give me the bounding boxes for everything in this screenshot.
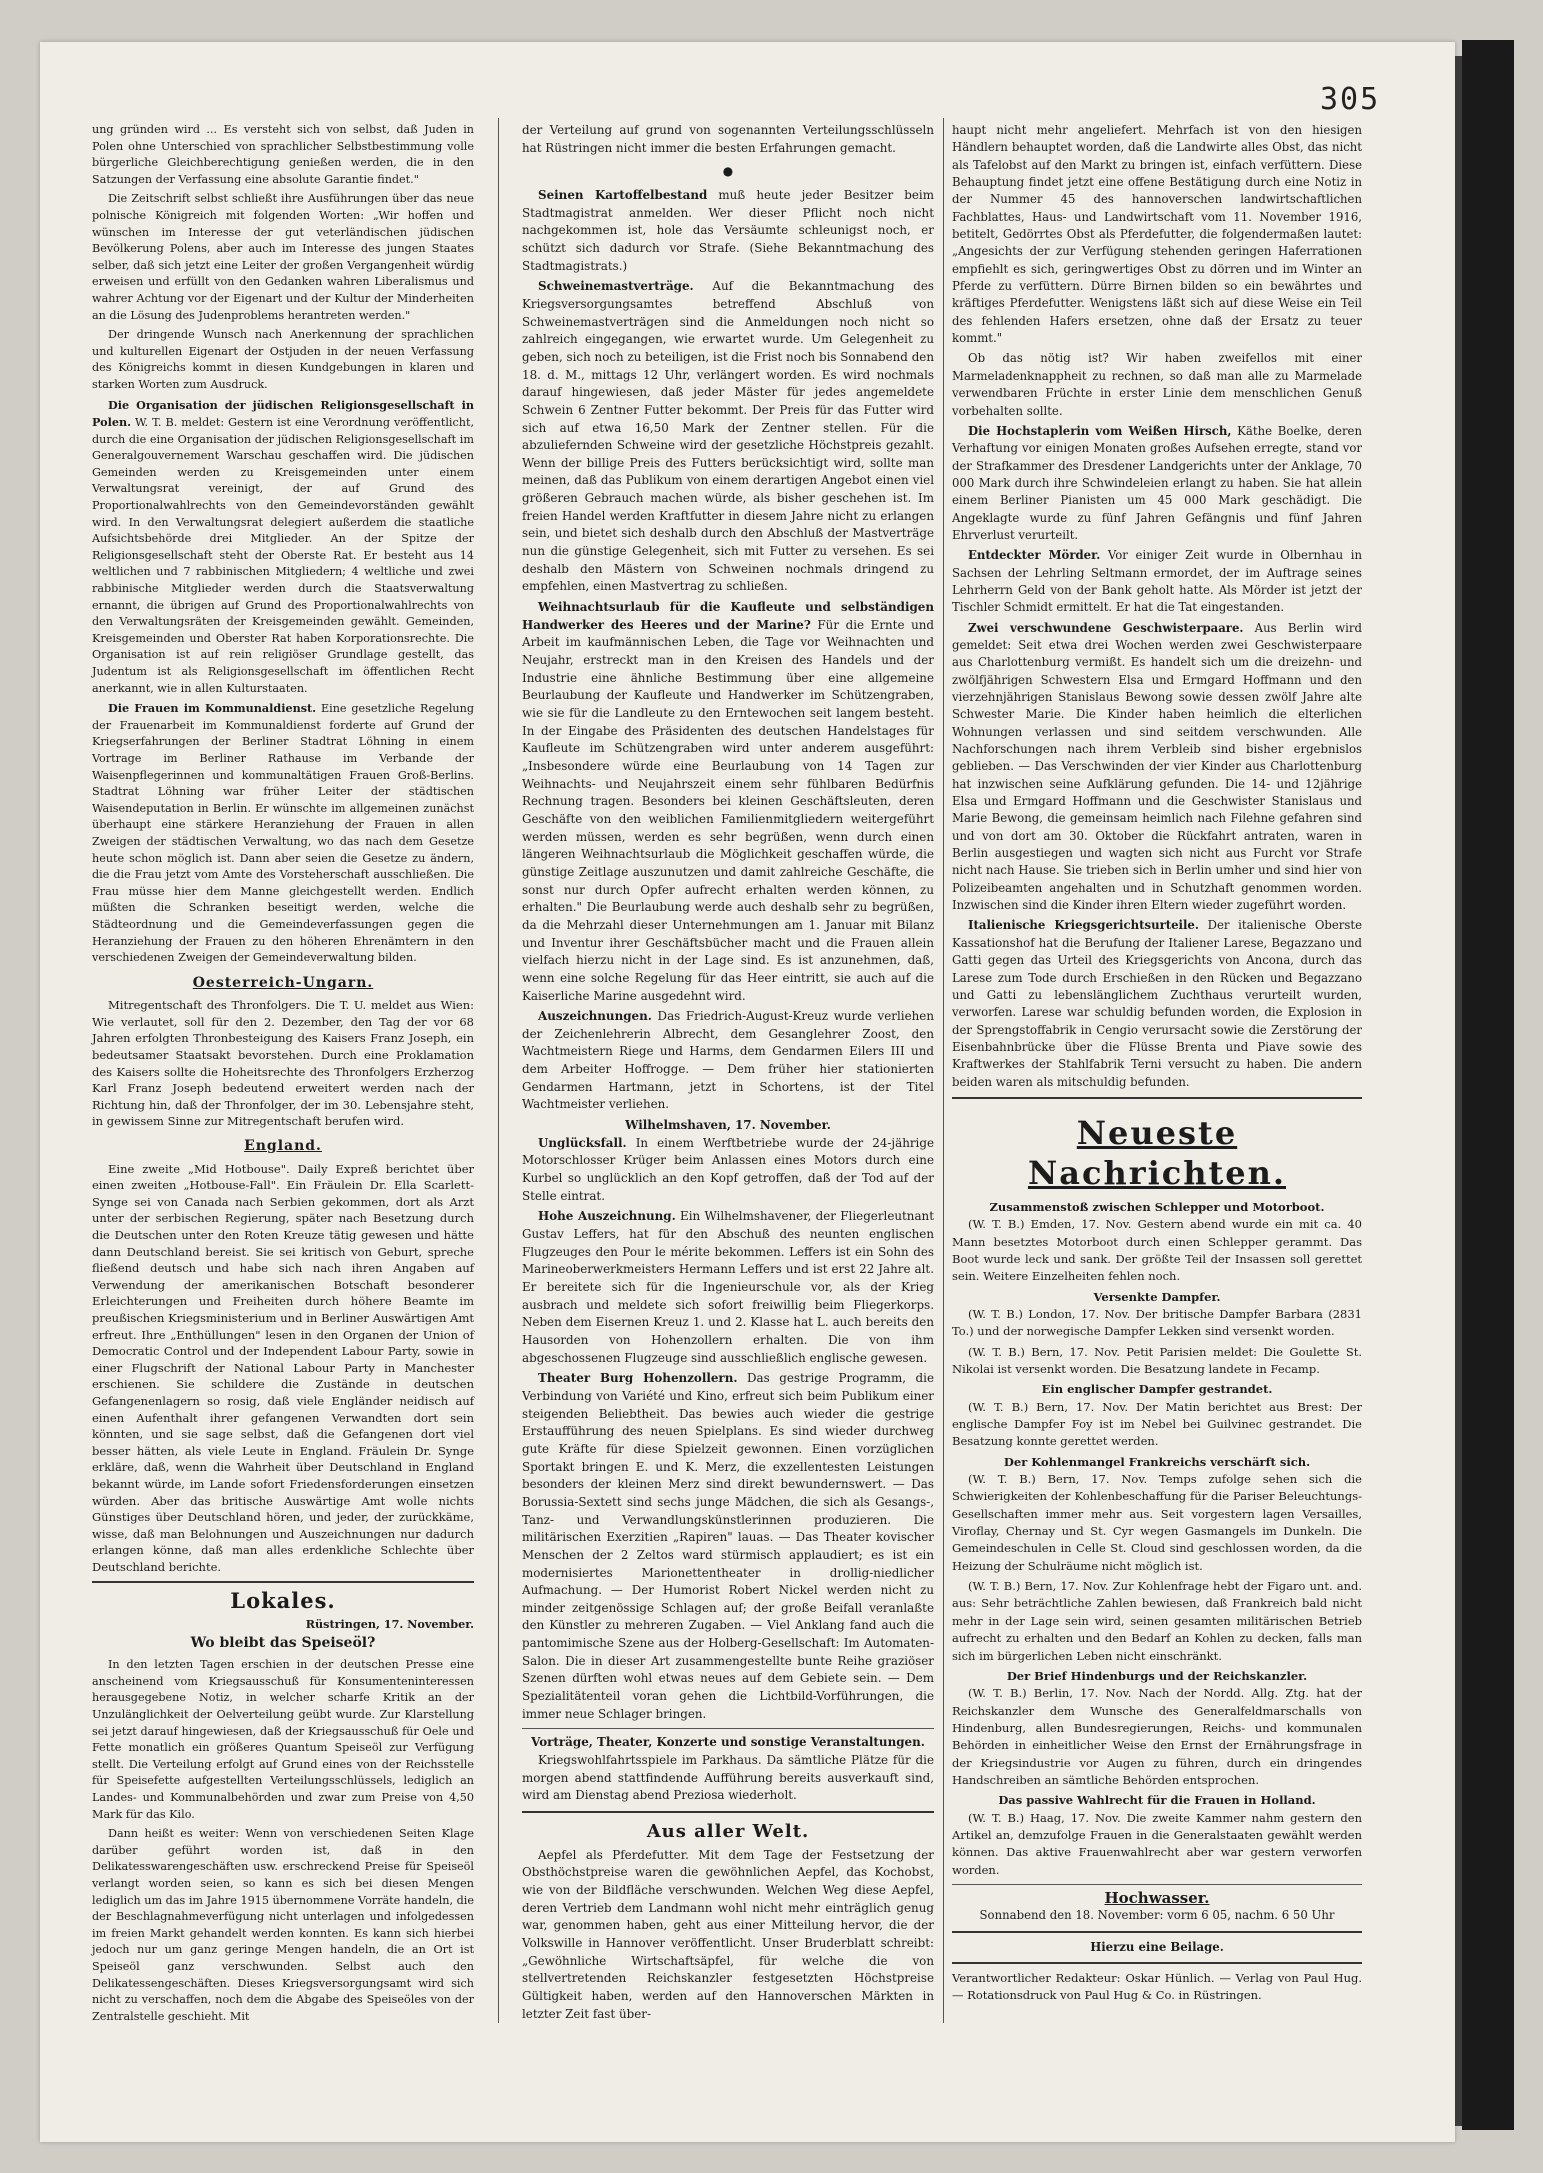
article-text: (W. T. B.) Bern, 17. Nov. Der Matin berichtet aus Brest: Der englische Dampfer Foy ist im Nebel bei Guilvinec gestrandet. Die Besatzung konnte gerettet werden. xyxy=(952,1399,1362,1449)
article-text: Eine gesetzliche Regelung der Frauenarbeit im Kommunaldienst forderte auf Grund der Kriegserfahrungen der Berliner Stadtrat Löhning in einem Vortrage im Berliner Rathause im Verbande der Waisenpflegerinnen und kommunaltätigen Frauen Groß-Berlins. Stadtrat Löhning war früher Leiter der städtischen Waisendeputation in Berlin. Er wünschte im allgemeinen zunächst überhaupt eine stärkere Heranziehung der Frauen in allen Zweigen der städtischen Verwaltung, wo das nach dem Gesetze heute schon möglich ist. Dann aber seien die Gesetze zu ändern, die die Frau jetzt vom Amte des Vorsteherschaft ausschließen. Die Frau müsse hier dem Manne gleichgestellt werden. Endlich müßten die Schranken beseitigt werden, welche die Städteordnung und die Gemeindeverfassungen gegen die Heranziehung der Frauen zu den höheren Ehrenämtern in den verschiedenen Zweigen der Gemeindeverwaltung bilden. xyxy=(92,702,474,965)
article-heading: Der Brief Hindenburgs und der Reichskanzler. xyxy=(1006,1668,1308,1683)
article-text: (W. T. B.) Haag, 17. Nov. Die zweite Kammer nahm gestern den Artikel an, demzufolge Frauen in die Generalstaaten gewählt werden können. Das aktive Frauenwahlrecht aber war gestern verworfen worden. xyxy=(952,1810,1362,1877)
article-text: (W. T. B.) Bern, 17. Nov. Zur Kohlenfrage hebt der Figaro unt. and. aus: Sehr beträchtliche Zahlen bewiesen, daß Frankreich bald nicht mehr in der Lage sein wird, seinen gesamten militärischen Betrieb aufrecht zu erhalten und den Bedarf an Kohlen zu decken, falls man sich im bürgerlichen Leben nicht einschränkt. xyxy=(952,1579,1362,1663)
divider xyxy=(92,1581,474,1583)
section-heading: Aus aller Welt. xyxy=(646,1821,810,1843)
article-text: Der dringende Wunsch nach Anerkennung der sprachlichen und kulturellen Eigenart der Ostjuden in der neuen Verfassung des Königreichs kommt in diesen Kundgebungen in klaren und starken Worten zum Ausdruck. xyxy=(92,328,474,391)
article-heading: Schweinemastverträge. xyxy=(538,279,694,294)
article-heading: Die Organisation der jüdischen Religionsgesellschaft in Polen. xyxy=(92,397,474,430)
article-heading: Seinen Kartoffelbestand xyxy=(538,187,708,202)
section-heading: Hochwasser. xyxy=(1104,1888,1210,1907)
article-text: Das Friedrich-August-Kreuz wurde verliehen der Zeichenlehrerin Albrecht, dem Gesanglehrer Zoost, den Wachtmeistern Riege und Harms, dem Gendarmen Eilers III und dem Arbeiter Hoffrogge. — Dem früher hier stationierten Gendarmen Hartmann, jetzt in Schortens, ist der Titel Wachtmeister verliehen. xyxy=(522,1009,934,1112)
divider xyxy=(522,1728,934,1729)
article-text: In den letzten Tagen erschien in der deutschen Presse eine anscheinend vom Kriegsausschuß für Konsumenteninteressen herausgegebene Notiz, in welcher scharfe Kritik an der Unzulänglichkeit der Oelverteilung geübt wurde. Zur Klarstellung sei jetzt darauf hingewiesen, daß der Kriegsausschuß für Oele und Fette monatlich ein größeres Quantum Speiseöl zur Verfügung stellt. Die Verteilung erfolgt auf Grund eines von der Reichsstelle für Speisefette aufgestellten Verteilungsschlüssels, lediglich an Landes- und Kommunalbehörden und zwar zum Preise von 4,50 Mark für das Kilo. xyxy=(92,1658,474,1821)
article-heading: Theater Burg Hohenzollern. xyxy=(538,1371,738,1386)
page-number: 305 xyxy=(1320,82,1381,117)
article-heading: Das passive Wahlrecht für die Frauen in Holland. xyxy=(998,1793,1316,1808)
article-text: Mitregentschaft des Thronfolgers. Die T. U. meldet aus Wien: Wie verlautet, soll für den 2. Dezember, den Tag der vor 68 Jahren erfolgten Thronbesteigung des Kaisers Franz Joseph, ein bedeutsamer Staatsakt bevorstehen. Durch eine Proklamation des Kaisers sollte die Hoheitsrechte des Thronfolgers Erzherzog Karl Franz Joseph bedeutend erweitert werden nach der Richtung hin, daß der Thronfolger, der im 30. Lebensjahre steht, in gewissem Sinne zur Mitregentschaft berufen wird. xyxy=(92,998,474,1129)
article-heading: Italienische Kriegsgerichtsurteile. xyxy=(968,918,1199,933)
article-text: Vor einiger Zeit wurde in Olbernhau in Sachsen der Lehrling Seltmann ermordet, der im Auftrage seines Lehrherrn Geld von der Bank geholt hatte. Als Mörder ist jetzt der Tischler Schmidt ermittelt. Er hat die Tat eingestanden. xyxy=(952,548,1362,615)
article-heading: Entdeckter Mörder. xyxy=(968,548,1101,563)
section-heading: Lokales. xyxy=(230,1588,336,1614)
section-heading: Oesterreich-Ungarn. xyxy=(192,974,374,991)
article-text: Eine zweite „Mid Hotbouse". Daily Expreß berichtet über einen zweiten „Hotbouse-Fall". Ein Fräulein Dr. Ella Scarlett-Synge sei von Canada nach Serbien gekommen, dort als Arzt unter der serbischen Regierung, später nach Besetzung durch die Deutschen unter den Roten Kreuze tätig gewesen und hätte dann Deutschland bereist. Sie sei kritisch von Geburt, spreche fließend deutsch und habe sich nach ihren Angaben auf Verwendung der amerikanischen Botschaft besonderer Erleichterungen und Freiheiten durch höhere Beamte im preußischen Kriegsministerium und in Berliner Auswärtigen Amt erfreut. Ihre „Enthüllungen" lesen in den Organen der Union of Democratic Control und der Independent Labour Party, sowie in einer Flugschrift der National Labour Party in Manchester erschienen. Sie schildere die Zustände in deutschen Gefangenenlagern so rosig, daß viele Engländer neidisch auf einen Aufenthalt ihrer gefangenen Verwandten dort sein könnten, und sie sage selbst, daß die Gefangenen dort viel besser hätten, als viele Leute in England. Fräulein Dr. Synge erkläre, daß, wenn die Wahrheit über Deutschland in England bekannt würde, im Lande sofort Friedensforderungen einsetzen würden. Aber das britische Auswärtige Amt wolle nichts Günstiges über Deutschland hören, und jeder, der zurückkäme, wisse, daß man Belohnungen und Auszeichnungen nur dadurch erlangen könne, daß man alles erdenkliche Schlechte über Deutschland berichte. xyxy=(92,1161,474,1574)
divider xyxy=(952,1884,1362,1885)
article-heading: Die Frauen im Kommunaldienst. xyxy=(108,701,317,716)
article-heading: Zwei verschwundene Geschwisterpaare. xyxy=(968,620,1244,635)
imprint: Verantwortlicher Redakteur: Oskar Hünlich. — Verlag von Paul Hug. — Rotationsdruck von Paul Hug & Co. in Rüstringen. xyxy=(952,1971,1362,2003)
article-heading: Zusammenstoß zwischen Schlepper und Motorboot. xyxy=(989,1199,1325,1214)
article-text: Kriegswohlfahrtsspiele im Parkhaus. Da sämtliche Plätze für die morgen abend stattfindende Aufführung bereits ausverkauft sind, wird am Dienstag abend Preziosa wiederholt. xyxy=(522,1753,934,1803)
article-heading: Weihnachtsurlaub für die Kaufleute und selbständigen Handwerker des Heeres und der Marine? xyxy=(522,600,934,632)
article-text: Käthe Boelke, deren Verhaftung vor einigen Monaten großes Aufsehen erregte, stand vor der Strafkammer des Dresdener Landgerichts unter der Anklage, 70 000 Mark durch ihre Schwindeleien erlangt zu haben. Sie hat allein einem Berliner Pianisten um 45 000 Mark geschädigt. Die Angeklagte wurde zu fünf Jahren Gefängnis und fünf Jahren Ehrverlust verurteilt. xyxy=(952,423,1362,542)
article-heading: Die Hochstaplerin vom Weißen Hirsch, xyxy=(968,423,1232,438)
article-text: Ein Wilhelmshavener, der Fliegerleutnant Gustav Leffers, hat für den Abschuß des neunten englischen Flugzeuges den Pour le mérite bekommen. Leffers ist ein Sohn des Marineoberwerkmeisters Hermann Leffers und ist erst 22 Jahre alt. Er bereitete sich für die Ingenieurschule vor, als der Krieg ausbrach und meldete sich sofort freiwillig beim Fliegerkorps. Neben dem Eisernen Kreuz 1. und 2. Klasse hat L. auch bereits den Hausorden von Hohenzollern erhalten. Die von ihm abgeschossenen Flugzeuge sind ausschließlich englische gewesen. xyxy=(522,1209,934,1365)
article-heading: Ein englischer Dampfer gestrandet. xyxy=(1041,1382,1273,1397)
supplement-note: Hierzu eine Beilage. xyxy=(1090,1939,1224,1954)
article-text: Für die Ernte und Arbeit im kaufmännischen Leben, die Tage vor Weihnachten und Neujahr, erstreckt man in den Kreisen des Handels und der Industrie eine ähnliche Bestimmung über eine allgemeine Beurlaubung der Kaufleute und Handwerker im Schützengraben, wie sie für die Landleute zu den Erntewochen seit langem besteht. In der Eingabe des Präsidenten des deutschen Handelstages für Kaufleute im Schützengraben wird unter anderem ausgeführt: „Insbesondere würde eine Beurlaubung von 14 Tagen zur Weihnachts- und Neujahrszeit einem sehr fühlbaren Bedürfnis Rechnung tragen. Besonders bei kleinen Geschäftsleuten, deren Geschäfte von den weiblichen Familienmitgliedern weitergeführt werden müssen, werden es sehr begrüßen, wenn durch einen längeren Weihnachtsurlaub die Möglichkeit geschaffen würde, die günstige Zeitlage auszunutzen und damit zahlreiche Geschäfte, die sonst nur durch Opfer aufrecht erhalten werden können, zu erhalten." Die Beurlaubung werde auch deshalb sehr zu begrüßen, da die Mehrzahl dieser Unternehmungen am 1. Januar mit Bilanz und Inventur ihrer Geschäftsbücher macht und die Frauen allein vielfach hierzu nicht in der Lage sind. Es ist anzunehmen, daß, wenn eine solche Regelung für das Heer eintritt, sie auch auf die Kaiserliche Marine ausgedehnt wird. xyxy=(522,617,934,1003)
article-text: Aepfel als Pferdefutter. Mit dem Tage der Festsetzung der Obsthöchstpreise waren die gewöhnlichen Aepfel, das Kochobst, wie von der Bildfläche verschwunden. Welchen Weg diese Aepfel, deren Vertrieb dem Landmann wohl nicht mehr einträglich genug war, genommen haben, geht aus einer Mitteilung hervor, die der Volkswille in Hannover veröffentlicht. Unser Bruderblatt schreibt: „Gewöhnliche Wirtschaftsäpfel, für welche die von stellvertretenden Reichskanzler festgesetzten Höchstpreise Gültigkeit haben, werden auf den Hannoverschen Märkten in letzter Zeit fast über- xyxy=(522,1847,934,2021)
article-heading: Hohe Auszeichnung. xyxy=(538,1209,676,1224)
article-text: Das gestrige Programm, die Verbindung von Variété und Kino, erfreut sich beim Publikum einer steigenden Beliebtheit. Das bewies auch wieder die gestrige Erstaufführung des neuen Spielplans. Es sind wieder durchweg gute Kräfte für diese Spielzeit gewonnen. Einen vorzüglichen Sportakt bringen E. und K. Merz, die exzellentesten Leistungen besonders der kleinen Merz sind direkt bewundernswert. — Das Borussia-Sextett sind sechs junge Mädchen, die sich als Gesangs-, Tanz- und Verwandlungskünstlerinnen produzieren. Die militärischen Exerzitien „Rapiren" lauas. — Das Theater kovischer Menschen der 2 Zeltos ward stürmisch applaudiert; es ist ein modernisiertes Marionettentheater in drollig-niedlicher Aufmachung. — Der Humorist Robert Nickel werden nicht zu minder zeitgenössige Schlagen auf; der große Beifall veranlaßte den Künstler zu mehreren Zugaben. — Viel Anklang fand auch die pantomimische Szene aus der Holberg-Gesellschaft: Im Automaten-Salon. Die in dieser Art zusammengestellte bunte Reihe graziöser Szenen dürften wohl etwas neues auf dem Gebiete sein. — Dem Spezialitätenteil voran gehen die Lichtbild-Vorführungen, die immer neue Schlager bringen. xyxy=(522,1371,934,1721)
divider xyxy=(522,1811,934,1813)
divider xyxy=(952,1962,1362,1964)
book-binding xyxy=(1462,40,1514,2130)
section-heading: England. xyxy=(244,1138,322,1155)
column-rule-1 xyxy=(498,118,499,2023)
dateline: Rüstringen, 17. November. xyxy=(305,1617,474,1632)
article-text: Die Zeitschrift selbst schließt ihre Ausführungen über das neue polnische Königreich mit folgenden Worten: „Wir hoffen und wünschen im Interesse der gut veterländischen jüdischen Bevölkerung Polens, aber auch im Interesse des jungen Staates selber, daß sich jetzt eine Leiter der großen Vergangenheit würdig erweisen und erfüllt von den Gedanken wahren Liberalismus und wahrer Achtung vor der Eigenart und der Kultur der Minderheiten an die Lösung des Judenproblems herantreten werden." xyxy=(92,192,474,322)
article-text: der Verteilung auf grund von sogenannten Verteilungsschlüsseln hat Rüstringen nicht immer die besten Erfahrungen gemacht. xyxy=(522,123,934,155)
article-text: (W. T. B.) Bern, 17. Nov. Temps zufolge sehen sich die Schwierigkeiten der Kohlenbeschaffung für die Pariser Beleuchtungs-Gesellschaften immer mehr aus. Seit vorgestern lagen Versailles, Viroflay, Chernay und St. Cyr wegen Gasmangels im Dunkeln. Die Gemeindeschulen in Celle St. Cloud sind geschlossen worden, da die Heizung der Schulräume nicht möglich ist. xyxy=(952,1472,1362,1573)
article-text: haupt nicht mehr angeliefert. Mehrfach ist von den hiesigen Händlern behauptet worden, daß die Landwirte alles Obst, das nicht als Tafelobst auf den Markt zu bringen ist, einfach verfüttern. Diese Behauptung findet jetzt eine offene Bestätigung durch eine Notiz in der Nummer 45 des hannoverschen landwirtschaftlichen Fachblattes, Haus- und Landwirtschaft vom 11. November 1916, betitelt, Gedörrtes Obst als Pferdefutter, die folgendermaßen lautet: „Angesichts der zur Verfügung stehenden geringen Haferrationen empfiehlt es sich, geringwertiges Obst zu dörren und im Winter an Pferde zu verfüttern. Dürre Birnen bilden so ein bewährtes und kräftiges Pferdefutter. Wenigstens läßt sich auf diese Weise ein Teil des fehlenden Hafers ersetzen, ohne daß der Ersatz zu teuer kommt." xyxy=(952,123,1362,346)
masthead-latest-news: Neueste Nachrichten. xyxy=(1027,1113,1287,1192)
tide-times: Sonnabend den 18. November: vorm 6 05, nachm. 6 50 Uhr xyxy=(979,1908,1335,1923)
bullet-separator: ● xyxy=(722,164,734,179)
article-text: In einem Werftbetriebe wurde der 24-jährige Motorschlosser Krüger beim Anlassen eines Motors durch eine Kurbel so unglücklich an den Kopf getroffen, daß der Tod auf der Stelle eintrat. xyxy=(522,1135,934,1203)
divider xyxy=(952,1931,1362,1933)
column-1 xyxy=(92,122,474,2028)
article-text: Der italienische Oberste Kassationshof hat die Berufung der Italiener Larese, Begazzano und Gatti gegen das Urteil des Kriegsgerichts von Ancona, durch das Larese zum Tode durch Erschießen in den Rücken und Begazzano und Gatti zu lebenslänglichem Zuchthaus verurteilt wurden, verworfen. Larese war schuldig befunden worden, die Explosion in der Sprengstoffabrik in Cengio verursacht sowie die Zerstörung der Eisenbahnbrücke über die Flüsse Brenta und Piave sowie des Kraftwerkes der Stahlfabrik Terni versucht zu haben. Die andern beiden waren als mitschuldig befunden. xyxy=(952,918,1363,1089)
article-text: W. T. B. meldet: Gestern ist eine Verordnung veröffentlicht, durch die eine Organisation der jüdischen Religionsgesellschaft im Generalgouvernement Warschau geschaffen wird. Die jüdischen Gemeinden werden zu Kreisgemeinden unter einem Verwaltungsrat vereinigt, der auf Grund des Proportionalwahlrechts von den Gemeindevorständen gewählt wird. In den Verwaltungsrat delegiert außerdem die staatliche Aufsichtsbehörde drei Mitglieder. An der Spitze der Religionsgesellschaft steht der Oberste Rat. Er besteht aus 14 weltlichen und 7 rabbinischen Mitgliedern; 4 weltliche und zwei rabbinische Mitglieder werden durch die Staatsverwaltung ernannt, die übrigen auf Grund des Proportionalwahlrechts von den Verwaltungsräten der Kreisgemeinden gewählt. Gemeinden, Kreisgemeinden und Oberster Rat haben Korporationsrechte. Die Organisation ist auf rein religiöser Grundlage gestellt, das Judentum ist als Religionsgesellschaft im öffentlichen Recht anerkannt, wie in allen Kulturstaaten. xyxy=(92,416,474,695)
column-2 xyxy=(522,122,934,2026)
article-text: (W. T. B.) Berlin, 17. Nov. Nach der Nordd. Allg. Ztg. hat der Reichskanzler dem Wunsche des Generalfeldmarschalls von Hindenburg, allen Bundesregierungen, Reichs- und kommunalen Behörden in einheitlicher Weise den Ernst der Ernährungsfrage in der Kriegsindustrie vor Augen zu führen, durch ein dringendes Handschreiben an sämtliche Behörden entsprochen. xyxy=(952,1686,1362,1787)
article-text: muß heute jeder Besitzer beim Stadtmagistrat anmelden. Wer dieser Pflicht noch nicht nachgekommen ist, hole das Versäumte schleunigst noch, er schützt sich dadurch vor Strafe. (Siehe Bekanntmachung des Stadtmagistrats.) xyxy=(522,187,935,273)
article-heading: Versenkte Dampfer. xyxy=(1093,1289,1221,1304)
divider xyxy=(952,1097,1362,1099)
article-heading: Auszeichnungen. xyxy=(538,1009,652,1024)
column-3 xyxy=(952,122,1362,2008)
column-rule-2 xyxy=(943,118,944,2023)
article-text: Auf die Bekanntmachung des Kriegsversorgungsamtes betreffend Abschluß von Schweinemastverträgen sind die Anmeldungen noch nicht so zahlreich eingegangen, wie erwartet wurde. Um Gelegenheit zu geben, sich noch zu beteiligen, ist die Frist noch bis Sonnabend den 18. d. M., mittags 12 Uhr, verlängert worden. Es wird nochmals darauf hingewiesen, daß jeder Mäster für jedes angemeldete Schwein 6 Zentner Futter bekommt. Der Preis für das Futter wird sich auf etwa 16,50 Mark der Zentner stellen. Für die abzuliefernden Schweine wird der gesetzliche Höchstpreis gezahlt. Wenn der billige Preis des Futters berücksichtigt wird, sollte man meinen, daß das Publikum von einem derartigen Angebot einen viel größeren Gebrauch machen würde, als bisher geschehen ist. Im freien Handel werden Kraftfutter in diesem Jahre nicht zu erlangen sein, und bietet sich deshalb durch den Abschluß der Mastverträge nun die günstige Gelegenheit, sich mit Futter zu versehen. Es sei deshalb den Mästern von Schweinen nochmals dringend zu empfehlen, einen Mastvertrag zu schließen. xyxy=(522,279,934,594)
article-heading: Unglücksfall. xyxy=(538,1135,627,1150)
dateline: Wilhelmshaven, 17. November. xyxy=(625,1118,831,1133)
article-heading: Der Kohlenmangel Frankreichs verschärft sich. xyxy=(1003,1454,1311,1469)
article-text: (W. T. B.) London, 17. Nov. Der britische Dampfer Barbara (2831 To.) und der norwegische Dampfer Lekken sind versenkt worden. xyxy=(952,1306,1362,1339)
article-heading: Wo bleibt das Speiseöl? xyxy=(190,1634,376,1651)
article-text: Aus Berlin wird gemeldet: Seit etwa drei Wochen werden zwei Geschwisterpaare aus Charlottenburg vermißt. Es handelt sich um die dreizehn- und zwölfjährigen Schwestern Elsa und Ermgard Hoffmann und den vierzehnjährigen Stanislaus Bewong sowie dessen zwölf Jahre alte Schwester Marie. Die Kinder haben heimlich die elterlichen Wohnungen verlassen und sind seitdem verschwunden. Alle Nachforschungen nach ihrem Verbleib sind bisher ergebnislos geblieben. — Das Verschwinden der vier Kinder aus Charlottenburg hat inzwischen seine Aufklärung gefunden. Die 14- und 12jährige Elsa und Ermgard Hoffmann und die Geschwister Stanislaus und Marie Bewong, die gemeinsam heimlich nach Filehne gefahren sind und von dort am 30. Oktober die Rückfahrt antraten, waren in Berlin ausgestiegen und wagten sich nicht aus Furcht vor Strafe nicht nach Hause. Sie trieben sich in Berlin umher und sind hier von Polizeibeamten angehalten und in Schutzhaft genommen worden. Inzwischen sind die Kinder ihren Eltern wieder zugeführt worden. xyxy=(952,620,1362,913)
article-text: ung gründen wird ... Es versteht sich von selbst, daß Juden in Polen ohne Unterschied von sprachlicher Selbstbestimmung volle bürgerliche Gleichberechtigung genießen werden, die in den Satzungen der Verfassung eine absolute Garantie findet." xyxy=(92,123,474,186)
article-text: Dann heißt es weiter: Wenn von verschiedenen Seiten Klage darüber geführt worden ist, daß in den Delikatesswarengeschäften usw. erschreckend Preise für Speiseöl verlangt worden seien, so kann es sich bei diesen Mengen lediglich um das im Jahre 1915 übernommene Vorräte handeln, die der Beschlagnahmeverfügung nicht unterlagen und infolgedessen im freien Markt gehandelt werden konnten. Es kann sich hierbei jedoch nur um ganz geringe Mengen handeln, die an Ort ist Speiseöl ganz verschwunden. Selbst auch den Delikatessengeschäften. Dieses Kriegsversorgungsamt wird sich nicht zu verschaffen, noch dem die Abgabe des Speiseöles von der Zentralstelle geschieht. Mit xyxy=(92,1827,474,2023)
section-heading: Vorträge, Theater, Konzerte und sonstige Veranstaltungen. xyxy=(531,1735,925,1750)
article-text: (W. T. B.) Bern, 17. Nov. Petit Parisien meldet: Die Goulette St. Nikolai ist versenkt worden. Die Besatzung landete in Fecamp. xyxy=(952,1344,1362,1376)
article-text: (W. T. B.) Emden, 17. Nov. Gestern abend wurde ein mit ca. 40 Mann besetztes Motorboot durch einen Schlepper gerammt. Das Boot wurde leck und sank. Der größte Teil der Insassen soll gerettet sein. Weitere Einzelheiten fehlen noch. xyxy=(952,1217,1362,1284)
article-text: Ob das nötig ist? Wir haben zweifellos mit einer Marmeladenknappheit zu rechnen, so daß man alle zu Marmelade verwendbaren Früchte in erster Linie dem menschlichen Genuß vorbehalten sollte. xyxy=(952,351,1362,418)
